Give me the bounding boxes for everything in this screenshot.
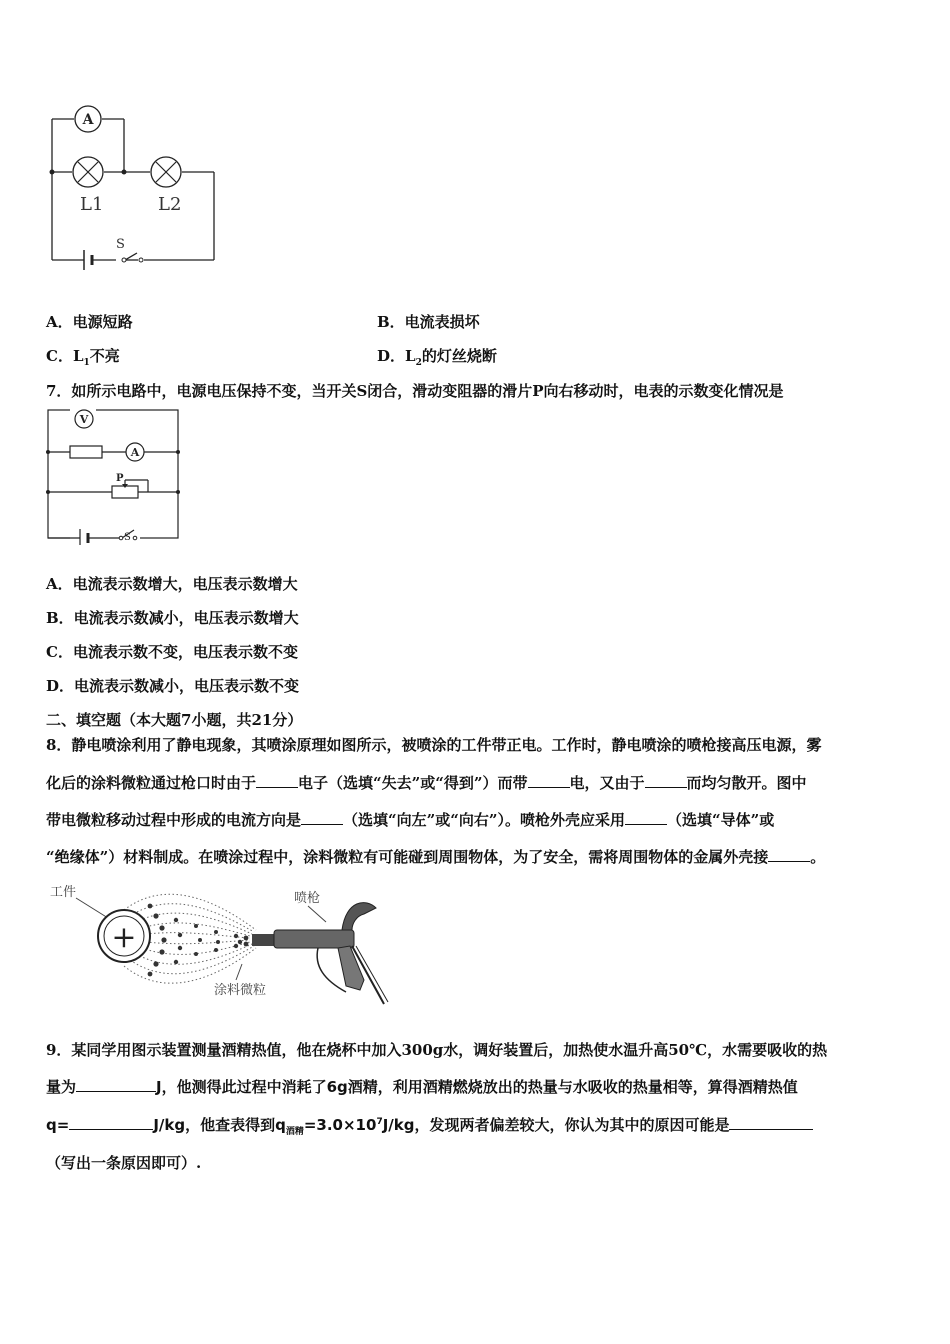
q6-option-d-suffix: 的灯丝烧断: [421, 347, 497, 365]
section-title: 二、填空题（本大题7小题，共21分）: [46, 711, 303, 729]
q9-line-4: （写出一条原因即可）.: [46, 1154, 202, 1172]
q8-line-2-a: 化后的涂料微粒通过枪口时由于: [46, 774, 257, 792]
q8-line-4-a: “绝缘体”）材料制成。在喷涂过程中，涂料微粒有可能碰到周围物体，为了安全，需将周围物体的金属外壳接: [46, 848, 769, 866]
q9-line-2: [46, 1076, 798, 1097]
q6-circuit-diagram: [40, 100, 230, 275]
q6-option-c-prefix: C．L: [46, 347, 84, 365]
q6-option-d-sub: 2: [415, 358, 422, 368]
q7-voltmeter-label: V: [79, 413, 89, 426]
q7-option-d[interactable]: D．电流表示数减小，电压表示数不变: [46, 677, 300, 695]
q9-line-3-b: J/kg，他查表得到q: [153, 1116, 286, 1134]
q8-blank-4[interactable]: [301, 810, 343, 825]
q8-line-2-b: 电子（选填“失去”或“得到”）而带: [298, 774, 528, 792]
q6-switch-label: S: [116, 237, 125, 252]
q8-blank-5[interactable]: [625, 810, 667, 825]
q6-option-c[interactable]: [46, 345, 120, 368]
q8-blank-2[interactable]: [528, 773, 570, 788]
q8-plus-sign: +: [111, 920, 137, 955]
q9-line-3-a: q=: [46, 1116, 70, 1134]
q7-circuit-diagram: [40, 405, 188, 545]
q8-line-3-c: （选填“导体”或: [667, 811, 775, 829]
q7-option-c[interactable]: C．电流表示数不变，电压表示数不变: [46, 643, 298, 661]
q8-line-4-b: 。: [810, 848, 826, 866]
q8-spray-gun: [252, 903, 388, 1004]
q9-line-2-b: J，他测得此过程中消耗了6g酒精，利用酒精燃烧放出的热量与水吸收的热量相等，算得酒精热值: [156, 1078, 798, 1096]
q8-blank-1[interactable]: [256, 773, 298, 788]
q8-spray-figure: [46, 880, 391, 1008]
q8-workpiece-label: 工件: [50, 885, 77, 900]
q7-ammeter-label: A: [130, 446, 140, 459]
q8-blank-6[interactable]: [768, 847, 810, 862]
q9-blank-3[interactable]: [729, 1115, 813, 1130]
q7-switch-label: S: [124, 532, 131, 543]
q8-line-2-c: 电，又由于: [569, 774, 645, 792]
q9-line-3: [46, 1114, 813, 1137]
q8-line-3-b: （选填“向左”或“向右”）。喷枪外壳应采用: [343, 811, 626, 829]
q7-stem: 7．如所示电路中，电源电压保持不变，当开关S闭合，滑动变阻器的滑片P向右移动时，电表的示数变化情况是: [46, 382, 784, 400]
q8-gun-label: 喷枪: [294, 891, 321, 906]
q9-line-1: 9．某同学用图示装置测量酒精热值，他在烧杯中加入300g水，调好装置后，加热使水温升高50℃，水需要吸收的热: [46, 1041, 828, 1059]
q6-option-d[interactable]: [377, 345, 497, 368]
q6-ammeter-symbol: [75, 106, 101, 132]
q9-line-3-d: J/kg，发现两者偏差较大，你认为其中的原因可能是: [382, 1116, 730, 1134]
q7-option-a[interactable]: A．电流表示数增大，电压表示数增大: [46, 575, 298, 593]
q7-ammeter-symbol: [126, 443, 144, 461]
q6-ammeter-label: A: [82, 112, 94, 128]
q9-line-3-sup: 7: [376, 1117, 383, 1127]
q6-option-c-sub: 1: [83, 358, 90, 368]
q8-line-2: [46, 772, 807, 793]
q9-line-3-c: =3.0×10: [303, 1116, 377, 1134]
q6-l1-label: L1: [80, 194, 104, 215]
q7-option-b[interactable]: B．电流表示数减小，电压表示数增大: [46, 609, 299, 627]
q8-particles-label: 涂料微粒: [214, 983, 267, 998]
q8-blank-3[interactable]: [645, 773, 687, 788]
q6-l2-label: L2: [158, 194, 182, 215]
q8-line-1: 8．静电喷涂利用了静电现象，其喷涂原理如图所示，被喷涂的工件带正电。工作时，静电喷涂的喷枪接高压电源，雾: [46, 736, 822, 754]
q9-blank-2[interactable]: [69, 1115, 153, 1130]
q6-battery-symbol: [84, 250, 92, 270]
q6-lamp-l1: [73, 157, 103, 187]
q8-line-3: [46, 809, 774, 830]
q7-voltmeter-symbol: [75, 410, 93, 428]
q6-option-b[interactable]: B．电流表损坏: [377, 313, 480, 331]
q6-lamp-l2: [151, 157, 181, 187]
q9-blank-1[interactable]: [76, 1077, 156, 1092]
q8-line-2-d: 而均匀散开。图中: [686, 774, 807, 792]
q8-line-4: [46, 846, 825, 867]
q9-line-2-a: 量为: [46, 1078, 77, 1096]
q9-line-3-sub: 酒精: [285, 1127, 304, 1137]
q7-slider-label: P: [116, 473, 124, 484]
q8-workpiece: [98, 910, 150, 962]
q8-line-3-a: 带电微粒移动过程中形成的电流方向是: [46, 811, 302, 829]
q6-option-d-prefix: D．L: [377, 347, 416, 365]
q6-option-a[interactable]: A．电源短路: [46, 313, 133, 331]
q6-option-c-suffix: 不亮: [89, 347, 120, 365]
